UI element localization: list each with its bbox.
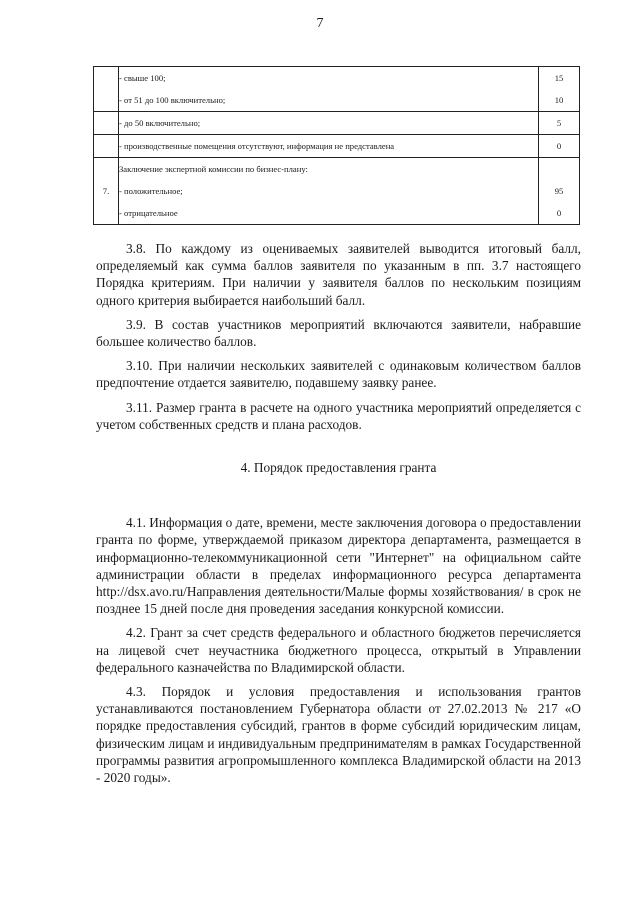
criterion-line: - отрицательное xyxy=(119,208,178,218)
row-score xyxy=(539,135,580,158)
section-4-heading: 4. Порядок предоставления гранта xyxy=(240,460,437,476)
criterion-line: - производственные помещения отсутствуют, информация не представлена xyxy=(119,141,395,151)
row-text xyxy=(119,158,539,225)
criterion-line: - положительное; xyxy=(119,186,183,196)
row-text xyxy=(119,135,539,158)
table-row xyxy=(94,112,580,135)
paragraph-3-11: 3.11. Размер гранта в расчете на одного участника мероприятий определяется с учетом собственных средств и плана расходов. xyxy=(96,399,581,432)
document-body xyxy=(96,240,581,793)
table-row xyxy=(94,158,580,225)
paragraph-4-3: 4.3. Порядок и условия предоставления и использования грантов устанавливаются постановлением Губернатора области от 27.02.2013 № 217 «О порядке предоставления субсидий, грантов в форме субсидий юридическим лицам, физическим лицам и индивидуальным предпринимателям в рамках Государственной программы развития агропромышленного комплекса Владимирской области на 2013 - 2020 годы». xyxy=(96,684,581,786)
row-score xyxy=(539,112,580,135)
page-number: 7 xyxy=(316,16,324,31)
criterion-line: - от 51 до 100 включительно; xyxy=(119,95,226,105)
row-text xyxy=(119,112,539,135)
row-number: 7. xyxy=(94,158,119,225)
criterion-line: - свыше 100; xyxy=(119,73,166,83)
score-value: 15 xyxy=(554,73,564,83)
paragraph-4-2: 4.2. Грант за счет средств федерального и областного бюджетов перечисляется на лицевой счет неучастника бюджетного процесса, открытый в Управлении федерального казначейства по Владимирской области. xyxy=(96,625,581,675)
score-value: 5 xyxy=(556,118,562,128)
score-value: 95 xyxy=(554,186,564,196)
score-value: 0 xyxy=(556,208,562,218)
row-number xyxy=(94,135,119,158)
row-score xyxy=(539,67,580,112)
score-value: 0 xyxy=(556,141,562,151)
criteria-table xyxy=(93,66,580,225)
table-row xyxy=(94,135,580,158)
score-value: 10 xyxy=(554,95,564,105)
row-text xyxy=(119,67,539,112)
table-row xyxy=(94,67,580,112)
paragraph-3-10: 3.10. При наличии нескольких заявителей с одинаковым количеством баллов предпочтение отдается заявителю, подавшему заявку ранее. xyxy=(96,358,581,391)
row-score xyxy=(539,158,580,225)
row-number xyxy=(94,67,119,112)
criterion-line: Заключение экспертной комиссии по бизнес-плану: xyxy=(119,164,308,174)
paragraph-3-8: 3.8. По каждому из оцениваемых заявителей выводится итоговый балл, определяемый как сумма баллов заявителя по указанным в пп. 3.7 настоящего Порядка критериям. При наличии у заявителя баллов по нескольким позициям одного критерия выбирается наибольший балл. xyxy=(96,241,581,308)
criterion-line: - до 50 включительно; xyxy=(119,118,201,128)
paragraph-4-1: 4.1. Информация о дате, времени, месте заключения договора о предоставлении гранта по форме, утверждаемой приказом директора департамента, размещается в информационно-телекоммуникационной сети "Интернет" на официальном сайте администрации области в пределах информационного ресурса департамента http://dsx.avo.ru/Направления деятельности/Малые формы хозяйствования/ в срок не позднее 15 дней после дня проведения заседания конкурсной комиссии. xyxy=(96,515,581,617)
row-number xyxy=(94,112,119,135)
score-value xyxy=(539,158,579,180)
paragraph-3-9: 3.9. В состав участников мероприятий включаются заявители, набравшие большее количество баллов. xyxy=(96,316,581,350)
